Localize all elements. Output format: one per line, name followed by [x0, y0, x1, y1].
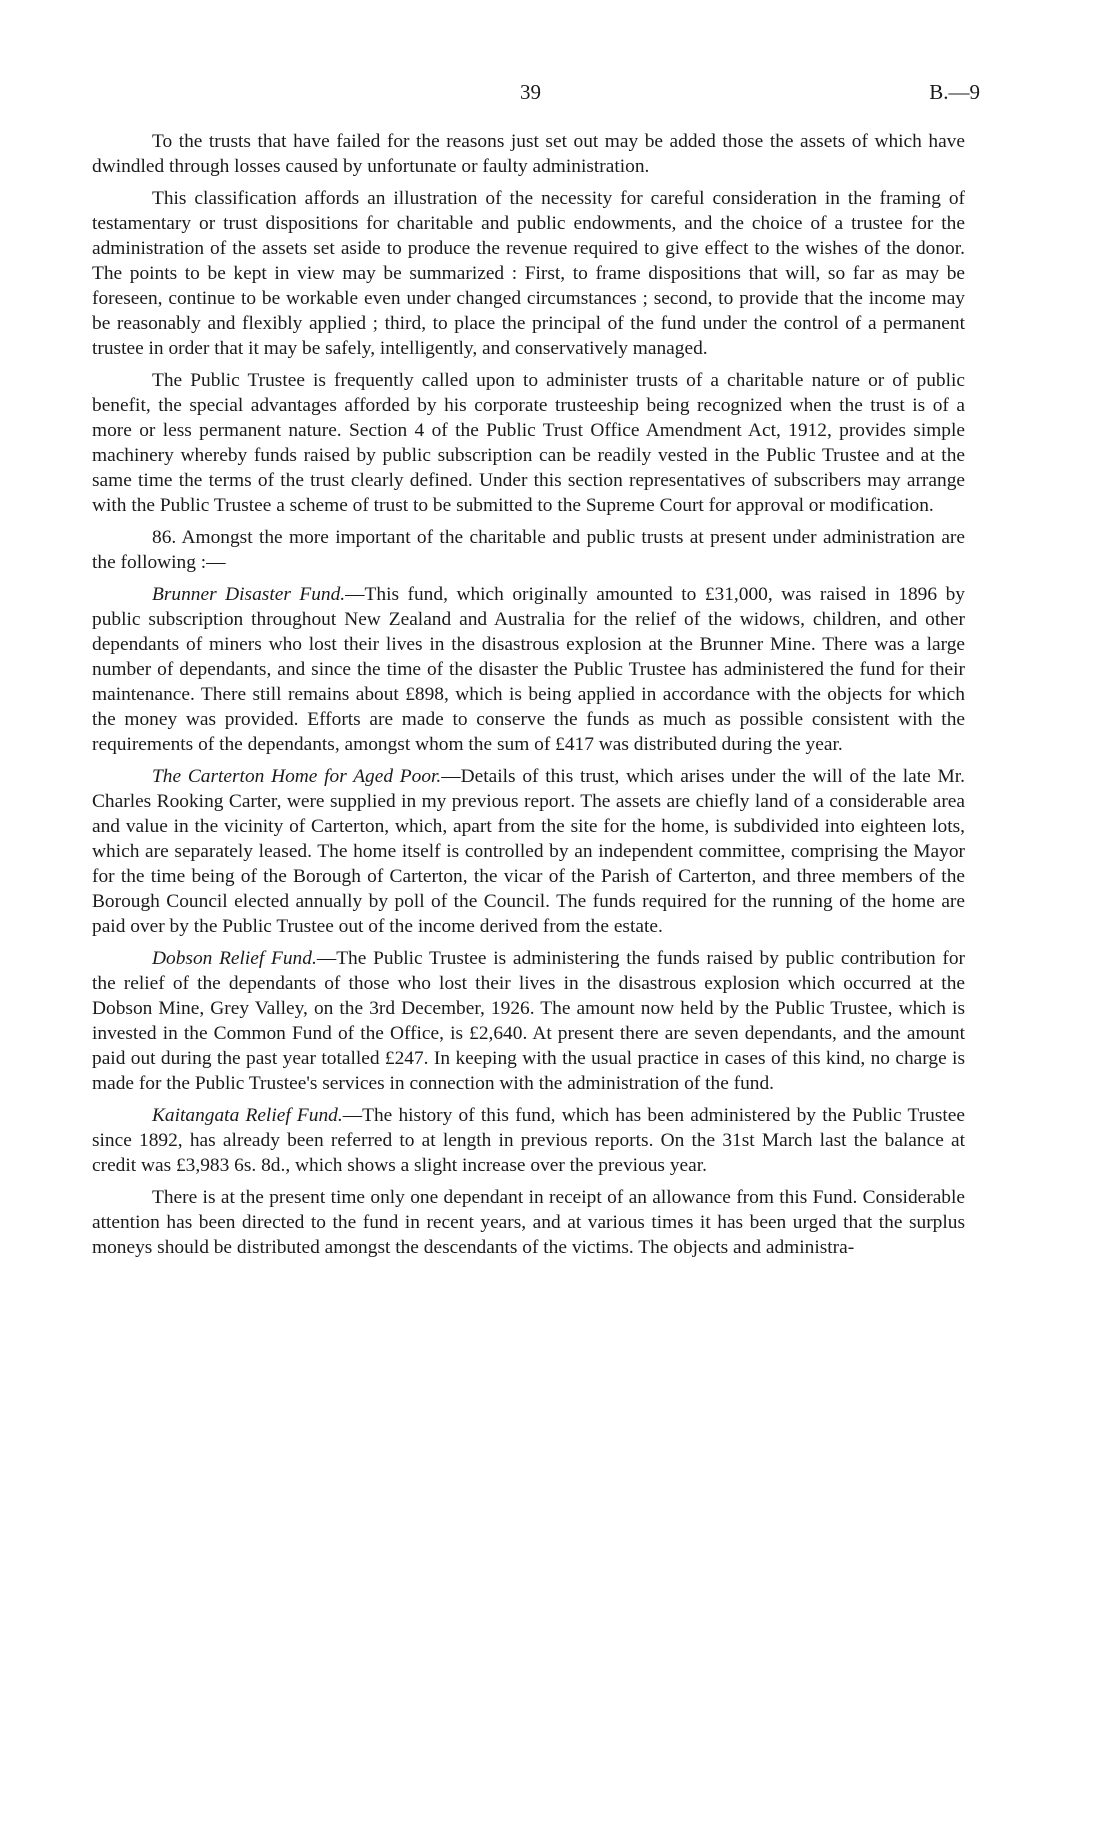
document-reference: B.—9	[929, 80, 980, 104]
paragraph-kaitangata-dependant	[92, 1185, 965, 1260]
paragraph-heading: Dobson Relief Fund.	[152, 948, 317, 969]
paragraph-86-intro	[92, 525, 965, 575]
paragraph-failed-trusts	[92, 129, 965, 179]
paragraph-carterton-home	[92, 764, 965, 939]
paragraph-text: —The history of this fund, which has been administered by the Public Trustee since 1892, has already been referred to at length in previous reports. On the 31st March last the balance at credit was £3,983 6s. 8d., which shows a slight increase over the previous year.	[92, 1105, 965, 1176]
paragraph-text: 86. Amongst the more important of the charitable and public trusts at present under administration are the following :—	[92, 527, 965, 573]
paragraph-heading: Kaitangata Relief Fund.	[152, 1105, 343, 1126]
paragraph-heading: Brunner Disaster Fund.	[152, 584, 346, 605]
paragraph-text: —The Public Trustee is administering the funds raised by public contribution for the relief of the dependants of those who lost their lives in the disastrous explosion which occurred at the Dobson Mine, Grey Valley, on the 3rd December, 1926. The amount now held by the Public Trustee, which is invested in the Common Fund of the Office, is £2,640. At present there are seven dependants, and the amount paid out during the past year totalled £247. In keeping with the usual practice in cases of this kind, no charge is made for the Public Trustee's services in connection with the administration of the fund.	[92, 948, 966, 1094]
paragraph-text: There is at the present time only one dependant in receipt of an allowance from this Fund. Considerable attention has been directed to the fund in recent years, and at various times it has been urged that the surplus moneys should be distributed amongst the descendants of the victims. The objects and administra-	[92, 1187, 965, 1258]
paragraph-public-trustee	[92, 368, 965, 518]
paragraph-text: —This fund, which originally amounted to £31,000, was raised in 1896 by public subscription throughout New Zealand and Australia for the relief of the widows, children, and other dependants of miners who lost their lives in the disastrous explosion at the Brunner Mine. There was a large number of dependants, and since the time of the disaster the Public Trustee has administered the fund for their maintenance. There still remains about £898, which is being applied in accordance with the objects for which the money was provided. Efforts are made to conserve the funds as much as possible consistent with the requirements of the dependants, amongst whom the sum of £417 was distributed during the year.	[92, 584, 965, 755]
page-number: 39	[520, 80, 541, 104]
page-header	[0, 80, 1114, 110]
paragraph-kaitangata-fund	[92, 1103, 965, 1178]
paragraph-text: The Public Trustee is frequently called upon to administer trusts of a charitable nature or of public benefit, the special advantages afforded by his corporate trusteeship being recognized when the trust is of a more or less permanent nature. Section 4 of the Public Trust Office Amendment Act, 1912, provides simple machinery whereby funds raised by public subscription can be readily vested in the Public Trustee and at the same time the terms of the trust clearly defined. Under this section representatives of subscribers may arrange with the Public Trustee a scheme of trust to be submitted to the Supreme Court for approval or modification.	[92, 370, 965, 516]
paragraph-text: —Details of this trust, which arises under the will of the late Mr. Charles Rooking Carter, were supplied in my previous report. The assets are chiefly land of a considerable area and value in the vicinity of Carterton, which, apart from the site for the home, is subdivided into eighteen lots, which are separately leased. The home itself is controlled by an independent committee, comprising the Mayor for the time being of the Borough of Carterton, the vicar of the Parish of Carterton, and three members of the Borough Council elected annually by poll of the Council. The funds required for the running of the home are paid over by the Public Trustee out of the income derived from the estate.	[92, 766, 965, 937]
paragraph-classification	[92, 186, 965, 361]
paragraph-dobson-fund	[92, 946, 965, 1096]
body-text	[92, 129, 965, 1267]
paragraph-text: To the trusts that have failed for the reasons just set out may be added those the assets of which have dwindled through losses caused by unfortunate or faulty administration.	[92, 131, 965, 177]
paragraph-text: This classification affords an illustration of the necessity for careful consideration in the framing of testamentary or trust dispositions for charitable and public endowments, and the choice of a trustee for the administration of the assets set aside to produce the revenue required to give effect to the wishes of the donor. The points to be kept in view may be summarized : First, to frame dispositions that will, so far as may be foreseen, continue to be workable even under changed circumstances ; second, to provide that the income may be reasonably and flexibly applied ; third, to place the principal of the fund under the control of a permanent trustee in order that it may be safely, intelligently, and conservatively managed.	[92, 188, 965, 359]
paragraph-brunner-fund	[92, 582, 965, 757]
paragraph-heading: The Carterton Home for Aged Poor.	[152, 766, 442, 787]
